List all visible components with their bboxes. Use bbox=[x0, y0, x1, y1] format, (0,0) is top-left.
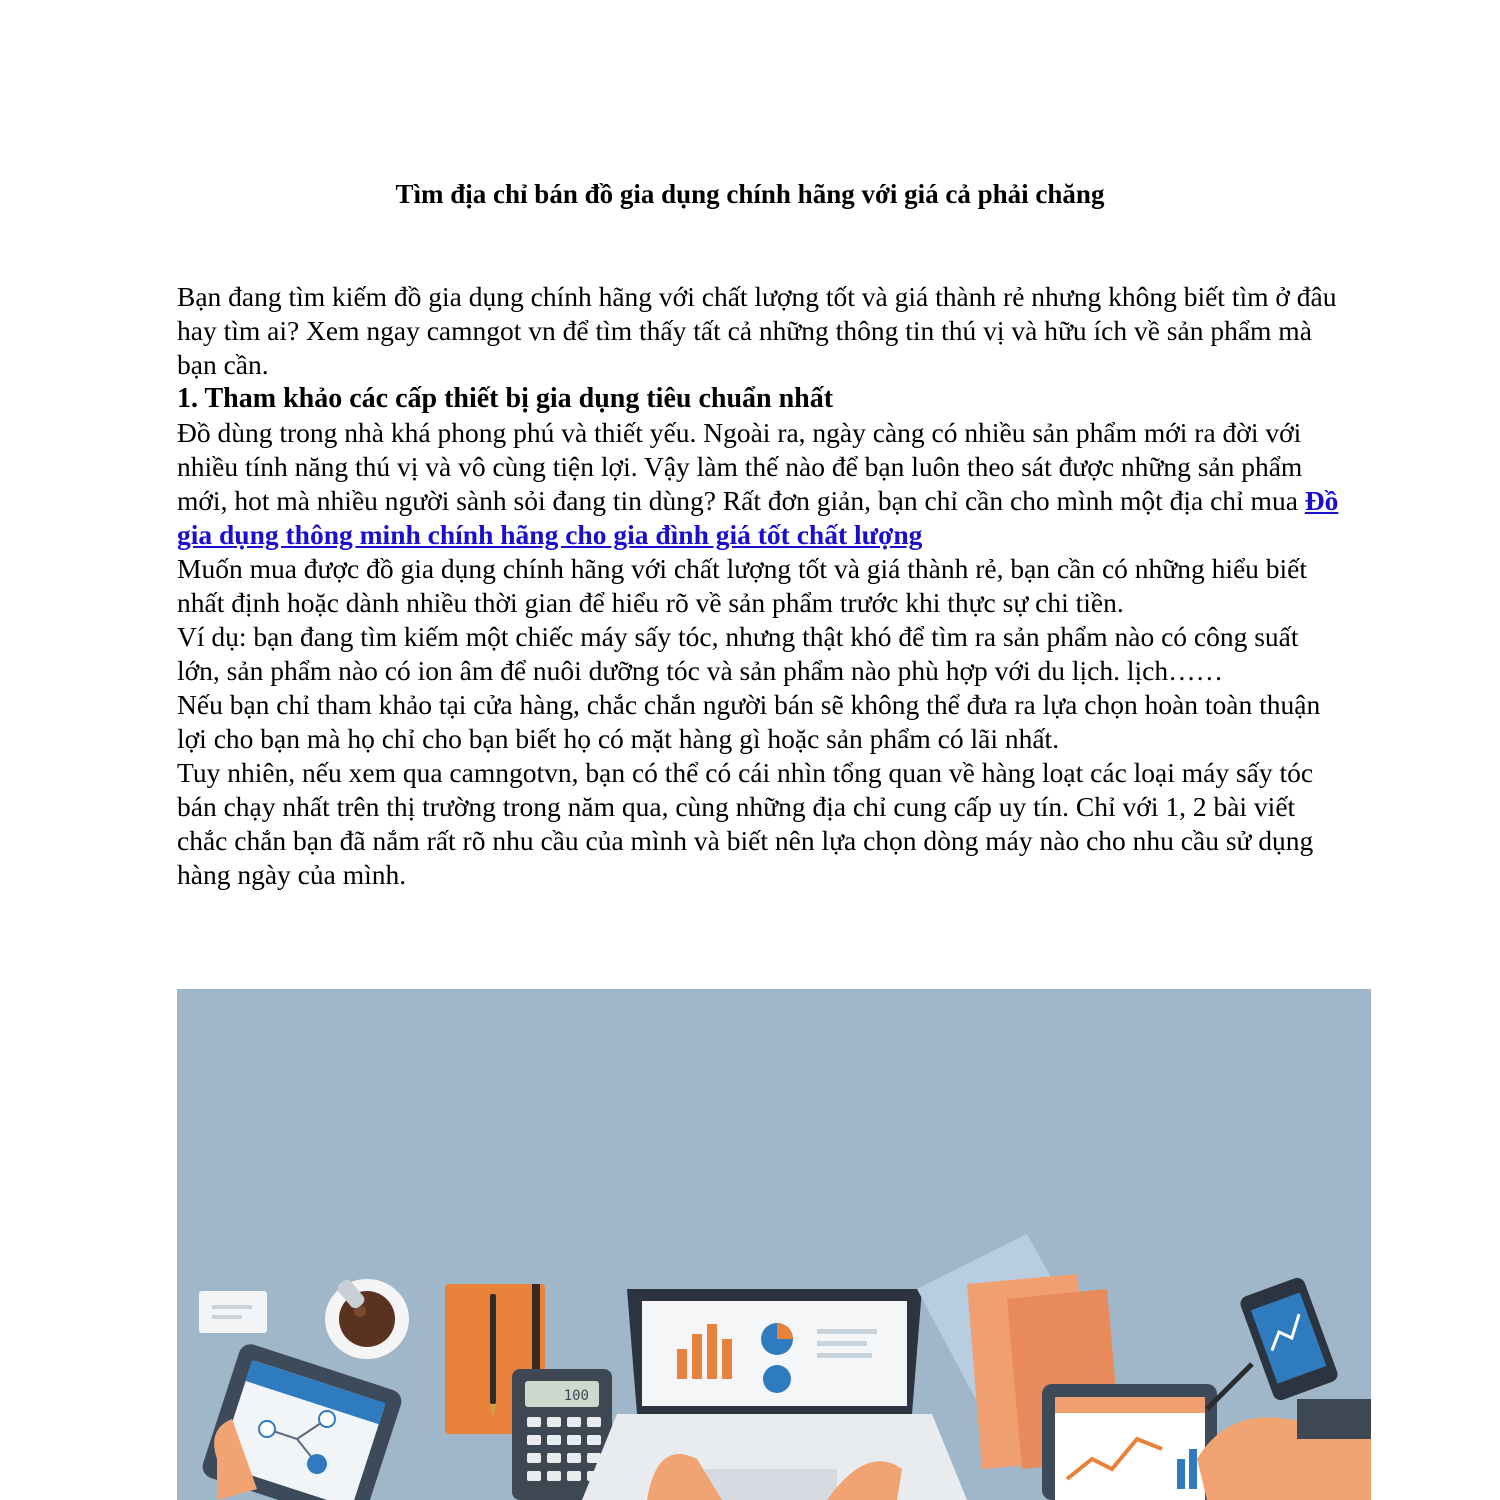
workspace-illustration bbox=[177, 989, 1371, 1500]
tablet-right-icon bbox=[1042, 1384, 1217, 1500]
sticky-note-icon bbox=[199, 1291, 267, 1333]
paragraph-2: Muốn mua được đồ gia dụng chính hãng với chất lượng tốt và giá thành rẻ, bạn cần có những hiểu biết nhất định hoặc dành nhiều thời gian để hiểu rõ về sản phẩm trước khi thực sự chi tiền. bbox=[177, 553, 1308, 618]
paragraph-4: Nếu bạn chỉ tham khảo tại cửa hàng, chắc chắn người bán sẽ không thể đưa ra lựa chọn hoàn toàn thuận lợi cho bạn mà họ chỉ cho bạn biết họ có mặt hàng gì hoặc sản phẩm có lãi nhất. bbox=[177, 689, 1321, 754]
paragraph-3: Ví dụ: bạn đang tìm kiếm một chiếc máy sấy tóc, nhưng thật khó để tìm ra sản phẩm nào có công suất lớn, sản phẩm nào có ion âm để nuôi dưỡng tóc và sản phẩm nào phù hợp với du lịch. lịch…… bbox=[177, 621, 1299, 686]
section-heading: 1. Tham khảo các cấp thiết bị gia dụng tiêu chuẩn nhất bbox=[177, 383, 834, 414]
calculator-display: 100 bbox=[563, 1388, 589, 1404]
article-body bbox=[177, 280, 1347, 892]
intro-paragraph: Bạn đang tìm kiếm đồ gia dụng chính hãng với chất lượng tốt và giá thành rẻ nhưng không biết tìm ở đâu hay tìm ai? Xem ngay camngot vn để tìm thấy tất cả những thông tin thú vị và hữu ích về sản phẩm mà bạn cần. bbox=[177, 281, 1337, 380]
laptop-icon bbox=[582, 1289, 967, 1500]
page-title: Tìm địa chỉ bán đồ gia dụng chính hãng với giá cả phải chăng bbox=[395, 179, 1105, 209]
paragraph-1 bbox=[177, 416, 1347, 552]
paragraph-1-lead: Đồ dùng trong nhà khá phong phú và thiết yếu. Ngoài ra, ngày càng có nhiều sản phẩm mới ra đời với nhiều tính năng thú vị và vô cùng tiện lợi. Vậy làm thế nào để bạn luôn theo sát được những sản phẩm mới, hot mà nhiều người sành sỏi đang tin dùng? Rất đơn giản, bạn chỉ cần cho mình một địa chỉ mua bbox=[177, 417, 1305, 516]
paragraph-5: Tuy nhiên, nếu xem qua camngotvn, bạn có thể có cái nhìn tổng quan về hàng loạt các loại máy sấy tóc bán chạy nhất trên thị trường trong năm qua, cùng những địa chỉ cung cấp uy tín. Chỉ với 1, 2 bài viết chắc chắn bạn đã nắm rất rõ nhu cầu của mình và biết nên lựa chọn dòng máy nào cho nhu cầu sử dụng hàng ngày của mình. bbox=[177, 757, 1314, 890]
product-link[interactable]: Đồ gia dụng thông minh chính hãng cho gia đình giá tốt chất lượng bbox=[177, 485, 1339, 550]
